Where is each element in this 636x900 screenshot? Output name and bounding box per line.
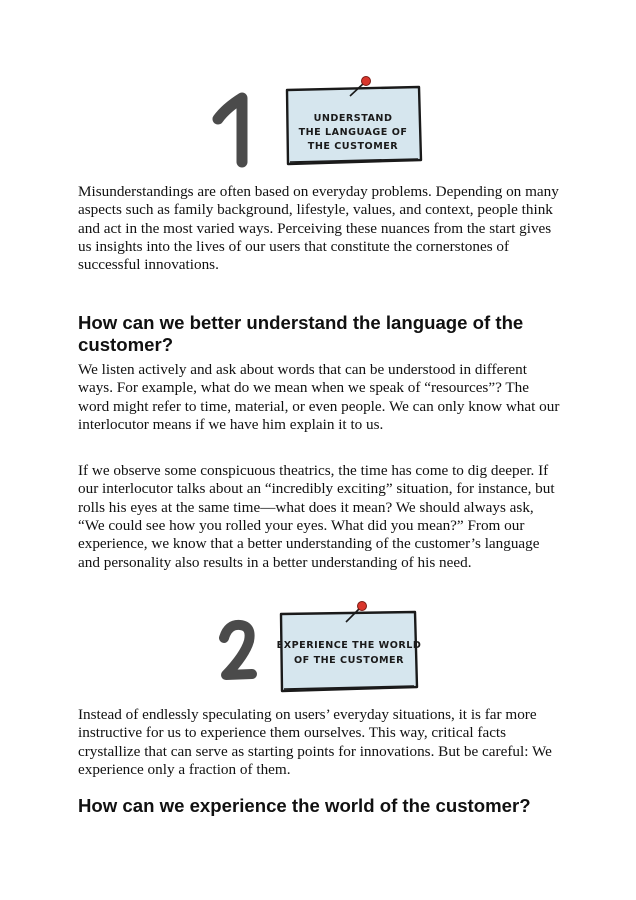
- step-1-sign-line-2: THE LANGUAGE OF: [298, 127, 408, 138]
- step-2-sign: [281, 612, 417, 691]
- step-2-sign-line-2: OF THE CUSTOMER: [294, 655, 404, 666]
- step-1-sign-line-3: THE CUSTOMER: [307, 141, 399, 152]
- paragraph-listen-actively: We listen actively and ask about words that can be understood in different ways. For example, what do we mean when we speak of “resources”? The word might refer to time, material, or even people. We can only know what our interlocutor means if we have him explain it to us.: [78, 361, 560, 434]
- paragraph-intro-language: Misunderstandings are often based on everyday problems. Depending on many aspects such as family background, lifestyle, values, and context, people think and act in the most varied ways. Perceiving these nuances from the start gives us insights into the lives of our users that constitute the cornerstones of successful innovations.: [78, 183, 559, 274]
- heading-experience-world: How can we experience the world of the customer?: [78, 795, 531, 816]
- step-2-sign-line-1: EXPERIENCE THE WORLD: [276, 640, 422, 651]
- step-2-numeral: [224, 625, 252, 675]
- heading-understand-language: How can we better understand the language of the customer?: [78, 312, 524, 355]
- paragraph-experience-situations: Instead of endlessly speculating on users’ everyday situations, it is far more instructive for us to experience them ourselves. This way, critical facts crystallize that can serve as starting points for innovations. But be careful: We experience only a fraction of them.: [78, 706, 552, 779]
- step-1-illustration: [208, 74, 428, 172]
- paragraph-conspicuous-theatrics: If we observe some conspicuous theatrics, the time has come to dig deeper. If our interlocutor talks about an “incredibly exciting” situation, for instance, but rolls his eyes at the same time—what does it mean? We should always ask, “We could see how you rolled your eyes. What did you mean?” From our experience, we know that a better understanding of the customer’s language and personality also results in a better understanding of his need.: [78, 462, 555, 571]
- step-1-svg: [208, 74, 428, 172]
- step-1-numeral: [218, 98, 242, 162]
- step-1-sign-line-1: UNDERSTAND: [313, 113, 393, 124]
- step-1-sign: [287, 87, 421, 164]
- step-2-illustration: [212, 596, 424, 698]
- step-2-svg: [212, 596, 424, 698]
